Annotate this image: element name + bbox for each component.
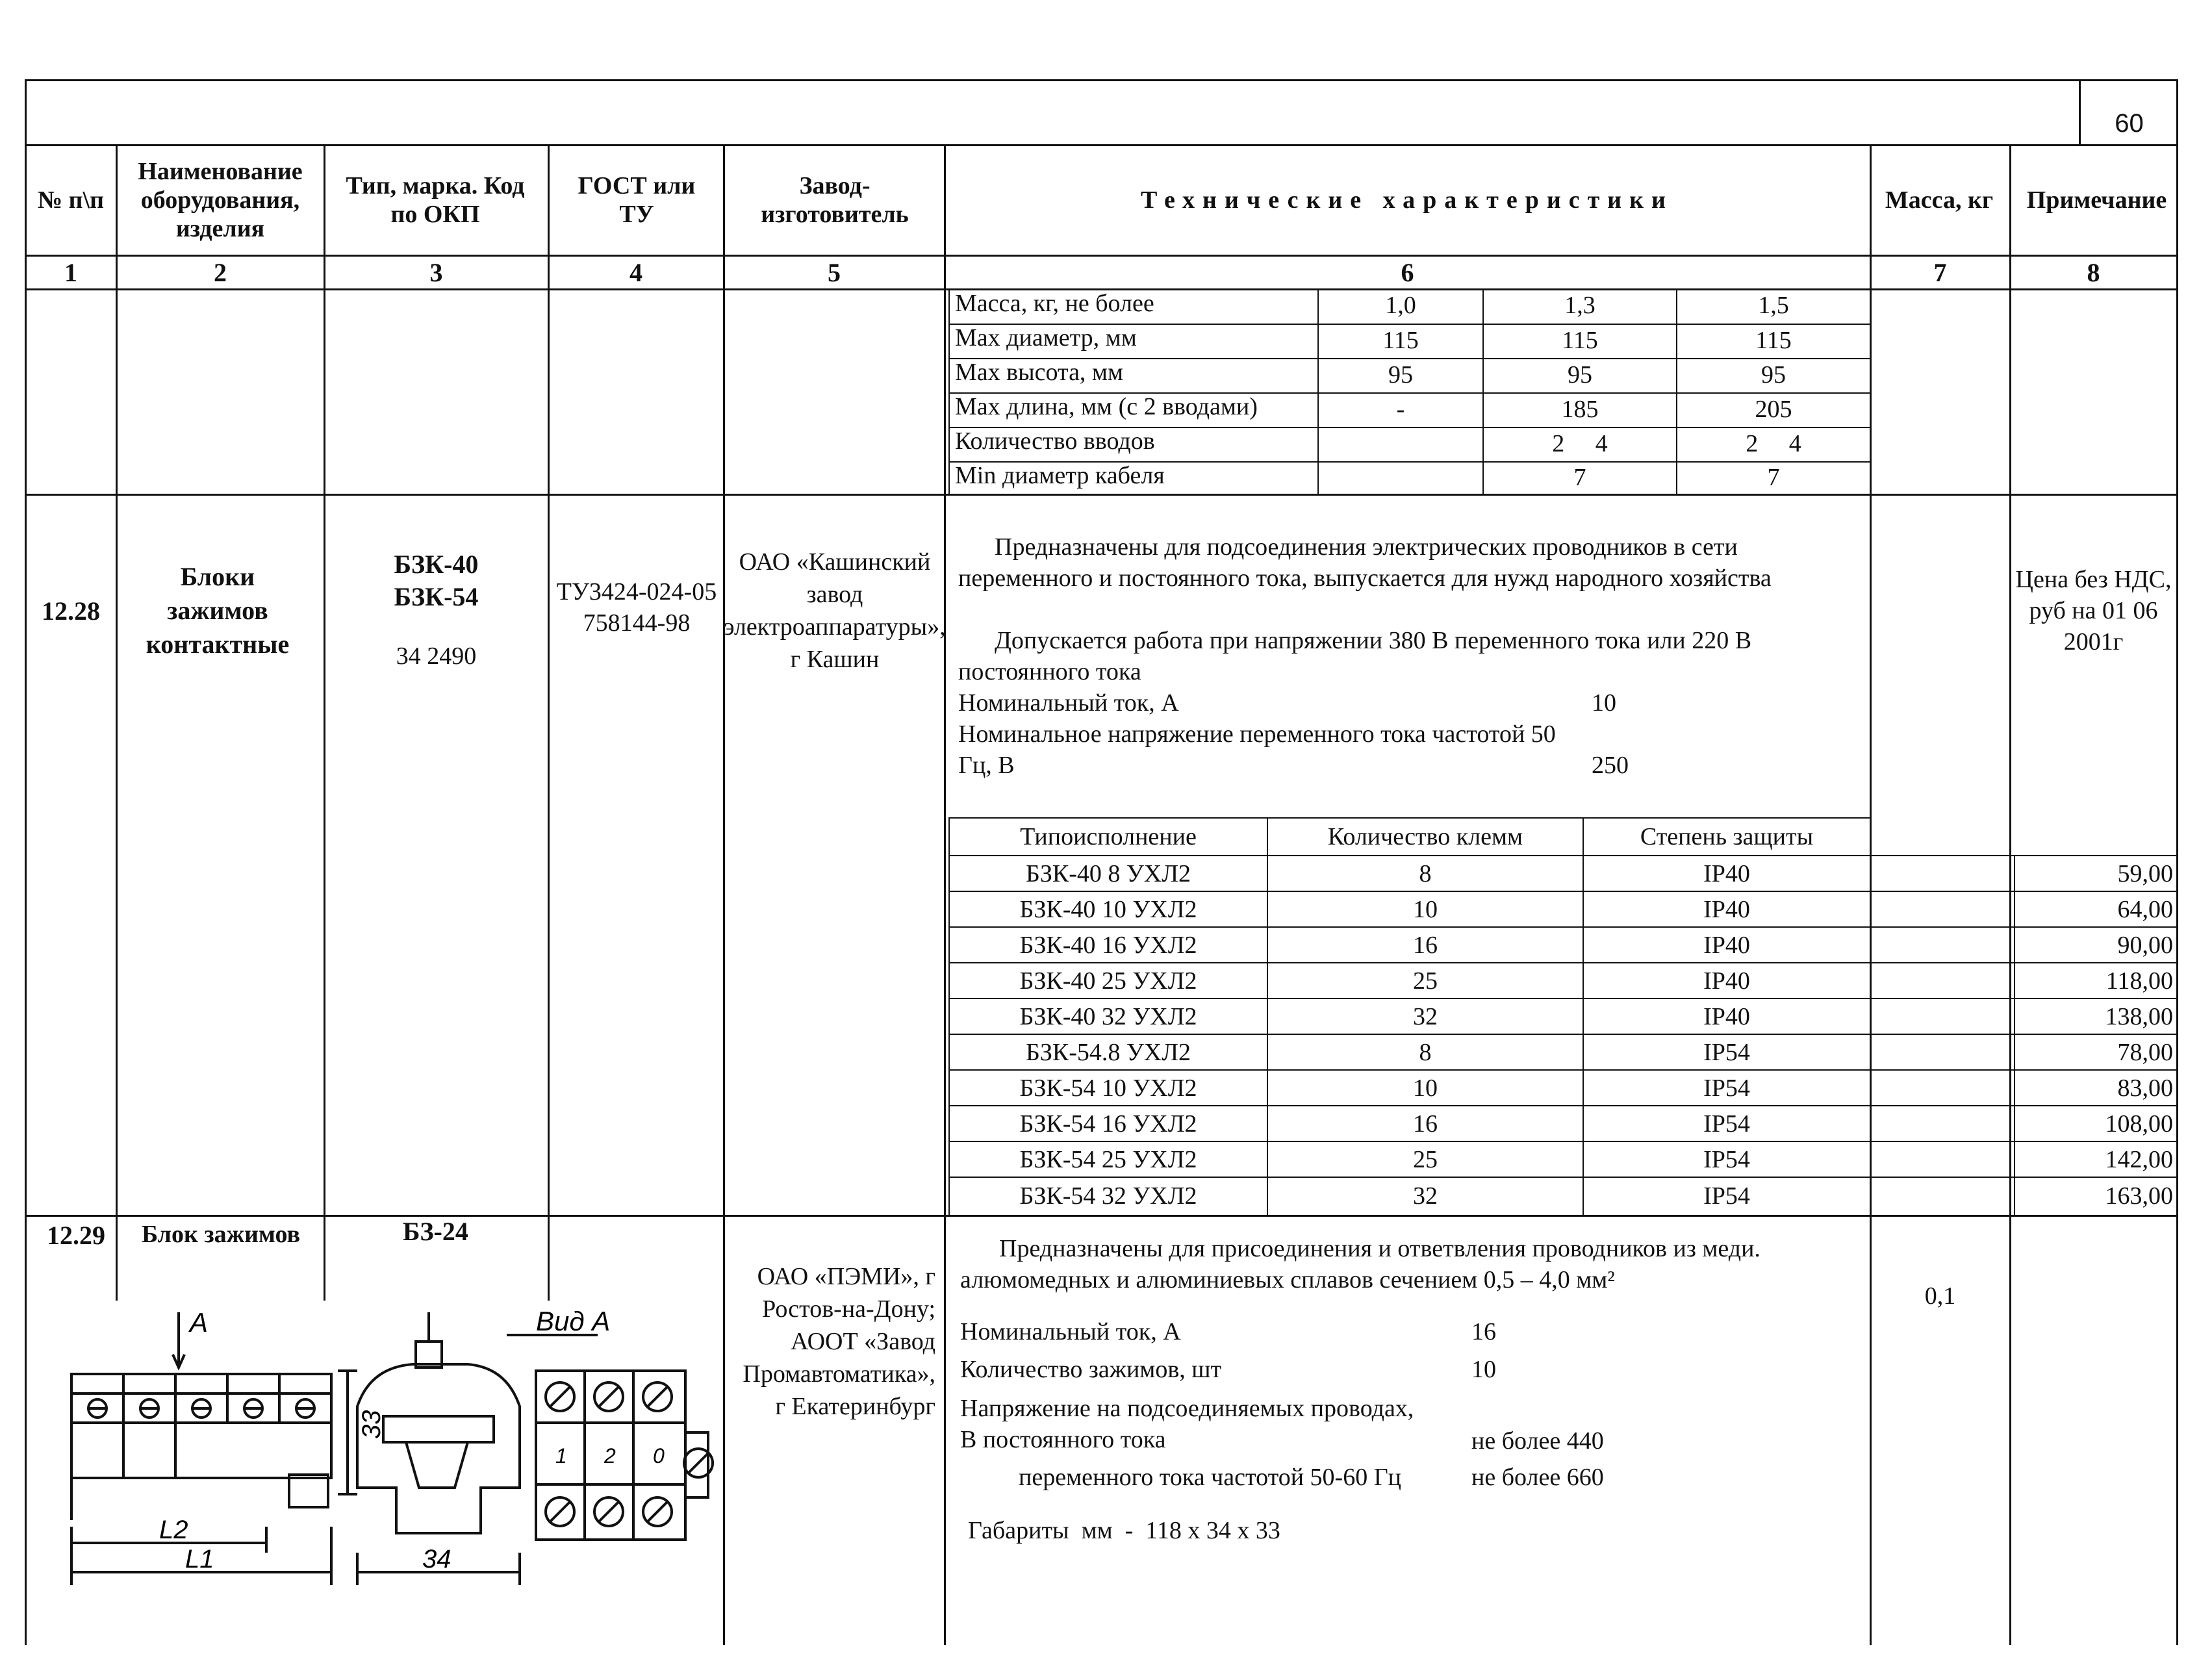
spec-vline xyxy=(948,288,950,494)
item-voltage-label-1228: Номинальное напряжение переменного тока частотой 50 Гц, В xyxy=(958,720,1556,779)
colnum-4: 4 xyxy=(629,257,642,287)
variant-type: БЗК-54 16 УХЛ2 xyxy=(1019,1110,1197,1138)
variant-type: БЗК-40 16 УХЛ2 xyxy=(1019,931,1197,959)
item-clamps-value-1229: 10 xyxy=(1471,1356,1496,1383)
item-mass-1229: 0,1 xyxy=(1924,1282,1956,1310)
item-dims-1229: Габариты мм - 118 х 34 х 33 xyxy=(968,1517,1280,1544)
variant-type: БЗК-54 25 УХЛ2 xyxy=(1019,1145,1197,1173)
frame-right xyxy=(2176,79,2178,1645)
variant-count: 32 xyxy=(1413,1182,1438,1210)
row-separator-1229 xyxy=(25,1215,2177,1217)
spec-value: 205 xyxy=(1755,396,1792,423)
item-clamps-label-1229: Количество зажимов, шт xyxy=(960,1356,1222,1383)
variant-type: БЗК-40 32 УХЛ2 xyxy=(1019,1002,1197,1030)
item-manufacturer-1228: ОАО «Кашинский завод электроаппаратуры», г Кашин xyxy=(724,548,946,673)
drawing-arrow-label: А xyxy=(190,1307,209,1338)
variant-protection: IP54 xyxy=(1703,1145,1750,1173)
header-name: Наименование оборудования, изделия xyxy=(138,158,303,242)
header-tech: Технические характеристики xyxy=(1141,186,1673,214)
variant-type: БЗК-40 25 УХЛ2 xyxy=(1019,967,1197,995)
spec-value: 7 xyxy=(1767,464,1780,491)
item-code-1228: 34 2490 xyxy=(396,643,477,670)
variant-protection: IP54 xyxy=(1703,1110,1750,1138)
drawing-view-label: Вид А xyxy=(536,1306,611,1336)
colnum-1: 1 xyxy=(64,257,77,287)
spec-label: Max длина, мм (с 2 вводами) xyxy=(955,393,1258,420)
col-sep-5 xyxy=(944,144,946,1645)
drawing-dim-l1: L1 xyxy=(185,1545,214,1573)
spec-value: 95 xyxy=(1761,361,1786,388)
spec-value: 2 4 xyxy=(1746,430,1801,457)
variant-type: БЗК-54.8 УХЛ2 xyxy=(1026,1038,1191,1066)
spec-label: Max высота, мм xyxy=(955,359,1124,386)
variant-price: 59,00 xyxy=(2117,859,2173,887)
frame-top xyxy=(25,79,2177,81)
colnum-2: 2 xyxy=(214,257,227,287)
spec-value: 1,5 xyxy=(1758,292,1789,319)
spec-value: - xyxy=(1396,396,1405,423)
col-sep-1 xyxy=(116,144,118,1301)
variant-price: 142,00 xyxy=(2105,1145,2173,1173)
item-current-value-1228: 10 xyxy=(1592,689,1616,717)
spec-value: 1,0 xyxy=(1385,292,1416,319)
colnum-6: 6 xyxy=(1401,257,1414,287)
variant-count: 25 xyxy=(1413,1145,1438,1173)
header-gost: ГОСТ или ТУ xyxy=(578,172,696,228)
item-voltage-label1-1229: Напряжение на подсоединяемых проводах, В постоянного тока xyxy=(960,1395,1414,1453)
variant-type: БЗК-54 32 УХЛ2 xyxy=(1019,1182,1197,1210)
row-separator-1228 xyxy=(25,494,2177,496)
drawing-dim-33: 33 xyxy=(357,1410,386,1439)
variants-header-count: Количество клемм xyxy=(1327,823,1523,850)
variant-protection: IP54 xyxy=(1703,1074,1750,1102)
item-current-value-1229: 16 xyxy=(1471,1318,1496,1345)
variant-protection: IP54 xyxy=(1703,1182,1750,1210)
spec-value xyxy=(1319,461,1482,494)
variant-type: БЗК-54 10 УХЛ2 xyxy=(1019,1074,1197,1102)
item-current-label-1228: Номинальный ток, А xyxy=(958,689,1179,717)
variants-header-type: Типоисполнение xyxy=(1020,823,1197,850)
colnum-5: 5 xyxy=(828,257,841,287)
item-type-1228-a: БЗК-40 xyxy=(394,549,479,579)
variants-header-protection: Степень защиты xyxy=(1640,823,1814,850)
item-number-1229: 12.29 xyxy=(47,1221,105,1250)
drawing-term-1: 1 xyxy=(555,1444,567,1468)
spec-label: Min диаметр кабеля xyxy=(955,462,1165,489)
spec-label: Масса, кг, не более xyxy=(955,290,1154,317)
item-type-1228-b: БЗК-54 xyxy=(394,581,479,611)
spec-label: Max диаметр, мм xyxy=(955,324,1137,351)
variant-count: 10 xyxy=(1413,1074,1438,1102)
item-desc2-1228: Допускается работа при напряжении 380 В переменного тока или 220 В постоянного тока xyxy=(958,627,1752,685)
variant-count: 25 xyxy=(1413,967,1438,995)
variant-protection: IP54 xyxy=(1703,1038,1750,1066)
variant-price: 64,00 xyxy=(2117,895,2173,923)
drawing-dim-34: 34 xyxy=(422,1545,451,1573)
variant-count: 32 xyxy=(1413,1002,1438,1030)
page-box-left xyxy=(2079,79,2081,144)
variant-type: БЗК-40 8 УХЛ2 xyxy=(1026,859,1191,887)
item-note-1228: Цена без НДС, руб на 01 06 2001г xyxy=(2015,566,2172,655)
item-voltage-value-1228: 250 xyxy=(1592,752,1629,779)
item-type-1229: БЗ-24 xyxy=(403,1217,468,1246)
item-voltage-label2-1229: переменного тока частотой 50-60 Гц xyxy=(1019,1464,1401,1491)
page-number: 60 xyxy=(2115,108,2144,138)
col-sep-3 xyxy=(548,144,550,1301)
variant-price: 118,00 xyxy=(2105,967,2173,995)
colnum-7: 7 xyxy=(1933,257,1947,287)
variant-protection: IP40 xyxy=(1703,931,1750,959)
variant-price: 138,00 xyxy=(2105,1002,2173,1030)
header-mass: Масса, кг xyxy=(1885,186,1994,214)
col-sep-2 xyxy=(324,144,325,1301)
item-name-1229: Блок зажимов xyxy=(142,1221,301,1248)
terminal-block-drawing xyxy=(52,1293,715,1631)
spec-value: 115 xyxy=(1562,327,1598,354)
frame-left xyxy=(25,79,27,1645)
spec-value: 95 xyxy=(1568,361,1592,388)
spec-value: 185 xyxy=(1561,396,1599,423)
variant-protection: IP40 xyxy=(1703,1002,1750,1030)
spec-value: 7 xyxy=(1573,464,1586,491)
item-name-1228: Блоки зажимов контактные xyxy=(146,562,290,659)
header-top-line xyxy=(25,144,2177,146)
item-current-label-1229: Номинальный ток, А xyxy=(960,1318,1181,1345)
spec-value: 2 4 xyxy=(1552,430,1608,457)
colnum-3: 3 xyxy=(429,257,443,287)
header-type: Тип, марка. Код по ОКП xyxy=(346,172,525,228)
variant-protection: IP40 xyxy=(1703,895,1750,923)
variant-count: 8 xyxy=(1419,859,1432,887)
drawing-term-2: 2 xyxy=(604,1444,616,1468)
spec-value: 115 xyxy=(1755,327,1792,354)
drawing-dim-l2: L2 xyxy=(159,1516,188,1544)
spec-value: 1,3 xyxy=(1564,292,1595,319)
variant-price: 83,00 xyxy=(2117,1074,2173,1102)
col-sep-7 xyxy=(2009,144,2011,1645)
item-gost-1228: ТУ3424-024-05758144-98 xyxy=(556,578,717,637)
variant-type: БЗК-40 10 УХЛ2 xyxy=(1019,895,1197,923)
drawing-term-0: 0 xyxy=(653,1444,665,1468)
item-desc1-1228: Предназначены для подсоединения электрических проводников в сети переменного и постоянного тока, выпускается для нужд народного хозяйства xyxy=(958,533,1772,592)
item-manufacturer-1229: ОАО «ПЭМИ», г Ростов-на-Дону; АООТ «Завод Промавтоматика», г Екатеринбург xyxy=(743,1263,935,1420)
variant-price: 90,00 xyxy=(2117,931,2173,959)
item-voltage-value1-1229: не более 440 xyxy=(1471,1427,1604,1455)
item-voltage-value2-1229: не более 660 xyxy=(1471,1464,1604,1491)
variant-count: 16 xyxy=(1413,1110,1438,1138)
variant-protection: IP40 xyxy=(1703,967,1750,995)
col-sep-4 xyxy=(723,144,725,1645)
variant-count: 8 xyxy=(1419,1038,1432,1066)
variant-price: 163,00 xyxy=(2105,1182,2173,1210)
header-number: № п\п xyxy=(37,186,105,214)
spec-label: Количество вводов xyxy=(955,427,1155,455)
variant-count: 10 xyxy=(1413,895,1438,923)
header-manufacturer: Завод-изготовитель xyxy=(761,172,909,228)
item-desc-1229: Предназначены для присоединения и ответвления проводников из меди. алюмомедных и алюминиевых сплавов сечением 0,5 – 4,0 мм² xyxy=(960,1235,1761,1293)
col-sep-6 xyxy=(1870,144,1872,1645)
variant-price: 108,00 xyxy=(2105,1110,2173,1138)
variant-protection: IP40 xyxy=(1703,859,1750,887)
spec-value: 95 xyxy=(1388,361,1413,388)
variant-count: 16 xyxy=(1413,931,1438,959)
spec-value: 115 xyxy=(1382,327,1419,354)
header-note: Примечание xyxy=(2026,186,2167,214)
colnum-8: 8 xyxy=(2087,257,2100,287)
item-number-1228: 12.28 xyxy=(42,596,100,626)
variant-price: 78,00 xyxy=(2117,1038,2173,1066)
spec-value xyxy=(1319,427,1482,461)
